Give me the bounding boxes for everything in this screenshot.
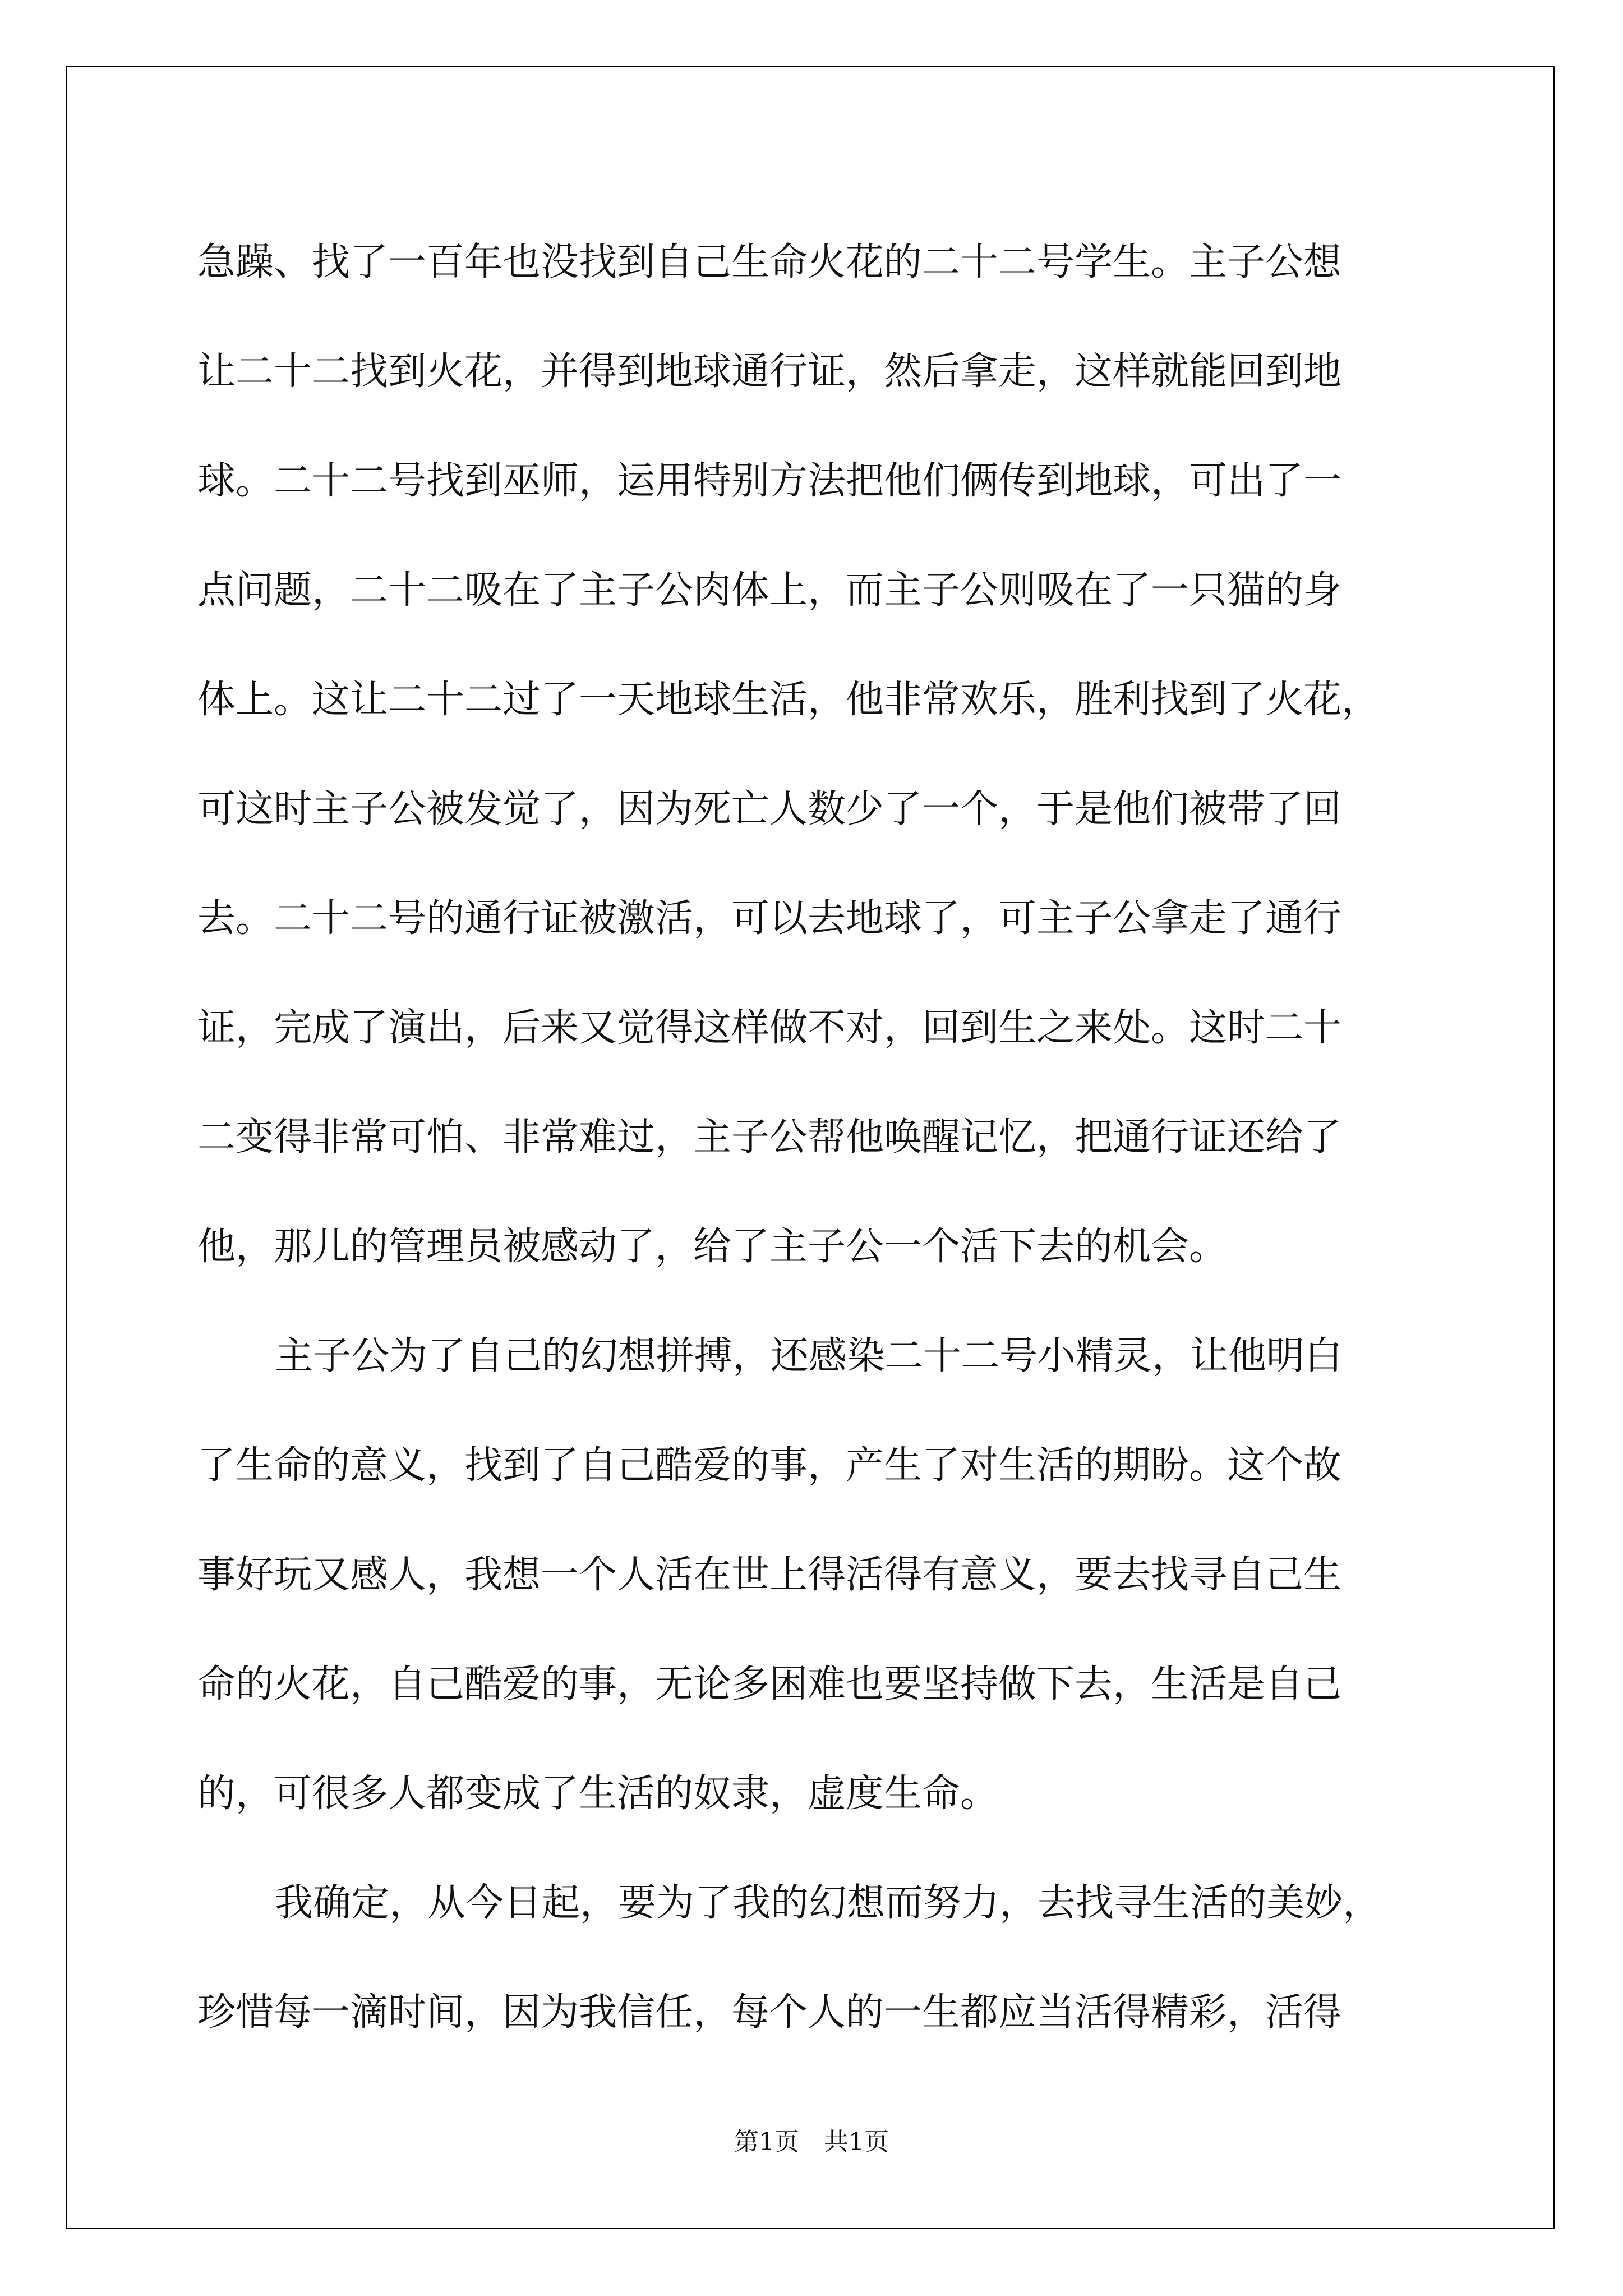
text-line: 证，完成了演出，后来又觉得这样做不对，回到生之来处。这时二十 (197, 1006, 1342, 1050)
text-line: 主子公为了自己的幻想拼搏，还感染二十二号小精灵，让他明白 (275, 1334, 1343, 1378)
text-line: 事好玩又感人，我想一个人活在世上得活得有意义，要去找寻自己生 (197, 1553, 1342, 1597)
paragraph-3 (197, 1848, 1431, 2067)
text-line: 去。二十二号的通行证被激活，可以去地球了，可主子公拿走了通行 (197, 896, 1342, 941)
text-line: 点问题，二十二吸在了主子公肉体上，而主子公则吸在了一只猫的身 (197, 568, 1342, 613)
text-line: 他，那儿的管理员被感动了，给了主子公一个活下去的机会。 (197, 1225, 1228, 1269)
text-line: 急躁、找了一百年也没找到自己生命火花的二十二号学生。主子公想 (197, 240, 1342, 284)
text-line: 珍惜每一滴时间，因为我信任，每个人的一生都应当活得精彩，活得 (197, 1990, 1342, 2035)
text-line: 我确定，从今日起，要为了我的幻想而努力，去找寻生活的美妙， (275, 1881, 1381, 1925)
text-line: 了生命的意义，找到了自己酷爱的事，产生了对生活的期盼。这个故 (197, 1443, 1342, 1488)
page-total: 共1页 (824, 2128, 889, 2156)
paragraph-2 (197, 1301, 1431, 1848)
page-number: 第1页 (734, 2128, 799, 2156)
text-line: 命的火花，自己酷爱的事，无论多困难也要坚持做下去，生活是自己 (197, 1662, 1342, 1706)
document-body (197, 208, 1431, 2067)
text-line: 球。二十二号找到巫师，运用特别方法把他们俩传到地球，可出了一 (197, 459, 1342, 503)
text-line: 可这时主子公被发觉了，因为死亡人数少了一个，于是他们被带了回 (197, 787, 1342, 831)
text-line: 的，可很多人都变成了生活的奴隶，虚度生命。 (197, 1772, 999, 1816)
paragraph-1 (197, 208, 1431, 1301)
text-line: 二变得非常可怕、非常难过，主子公帮他唤醒记忆，把通行证还给了 (197, 1115, 1342, 1159)
text-line: 让二十二找到火花，并得到地球通行证，然后拿走，这样就能回到地 (197, 349, 1342, 394)
text-line: 体上。这让二十二过了一天地球生活，他非常欢乐，胜利找到了火花， (197, 678, 1380, 722)
page-footer (0, 2122, 1623, 2157)
